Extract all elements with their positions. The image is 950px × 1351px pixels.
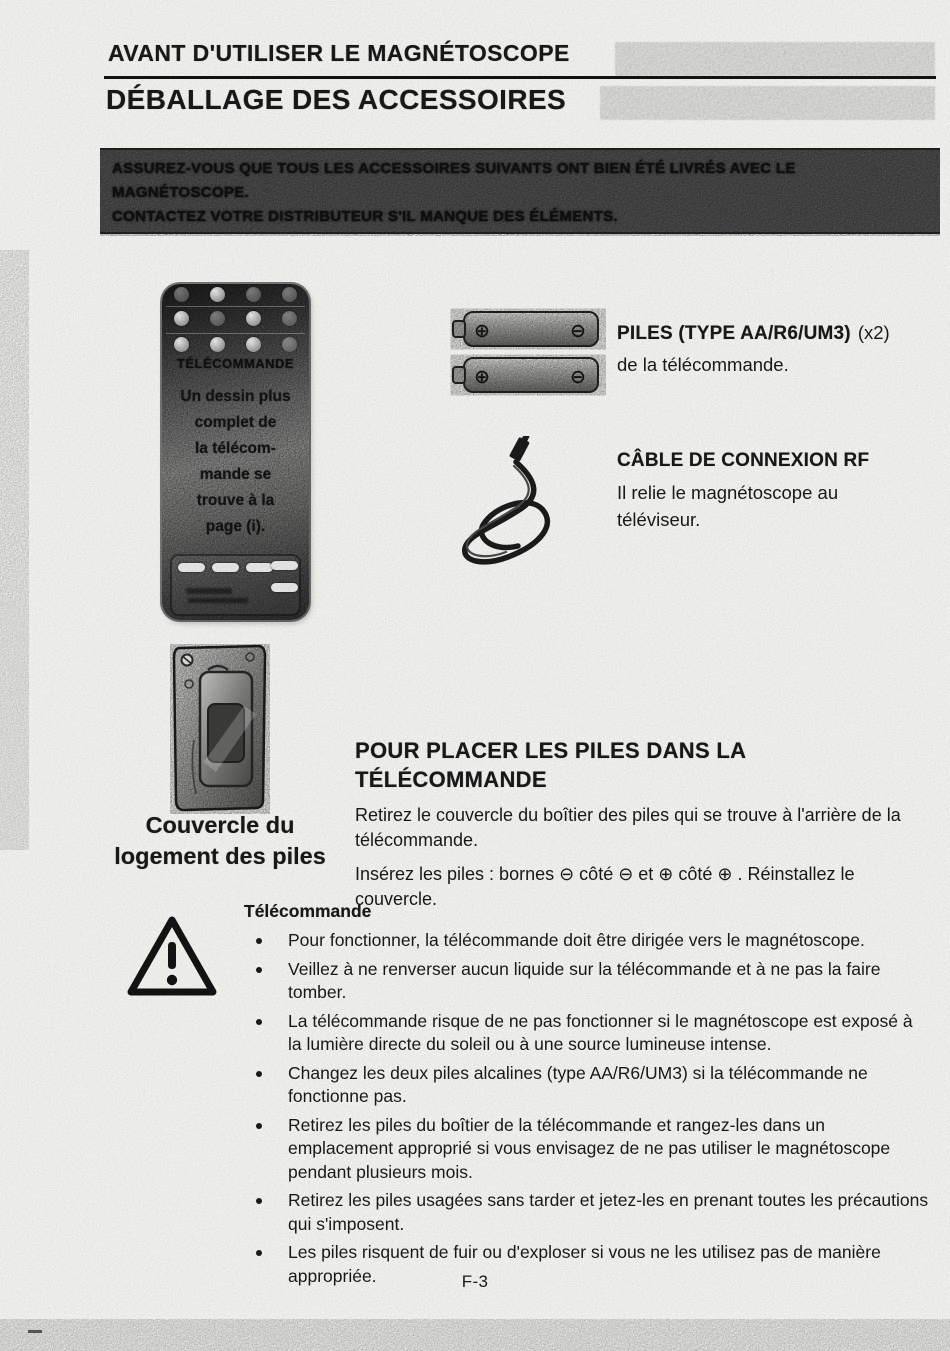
remote-key [246, 563, 273, 572]
banner-line: MAGNÉTOSCOPE. [112, 184, 249, 201]
remote-button-row [174, 337, 297, 352]
remote-print-smudge [186, 588, 232, 594]
install-paragraph: Retirez le couvercle du boîtier des piles qui se trouve à l'arrière de la télécommande. [355, 805, 901, 850]
warning-bullet-text: Changez les deux piles alcalines (type AA/R6/UM3) si la télécommande ne fonctionne pas. [288, 1062, 868, 1106]
remote-note-line: complet de [194, 414, 277, 431]
remote-keypad [170, 554, 301, 616]
caption-line: Couvercle du [145, 812, 295, 838]
remote-button [210, 287, 225, 302]
battery-cover-image [170, 644, 270, 814]
page-number: F-3 [461, 1272, 489, 1291]
batteries-count: (x2) [857, 322, 890, 343]
warning-heading: Télécommande [244, 901, 372, 921]
scan-smudge [615, 42, 935, 76]
bullet-dot [256, 1198, 262, 1204]
remote-note-line: Un dessin plus [180, 388, 291, 405]
section-title: DÉBALLAGE DES ACCESSOIRES [106, 84, 567, 115]
bullet-dot [256, 1019, 262, 1025]
page-title: AVANT D'UTILISER LE MAGNÉTOSCOPE [108, 40, 570, 66]
cable-title: CÂBLE DE CONNEXION RF [617, 450, 870, 471]
bullet-dot [256, 1250, 262, 1256]
banner-line: ASSUREZ-VOUS QUE TOUS LES ACCESSOIRES SUIVANTS ONT BIEN ÉTÉ LIVRÉS AVEC LE [112, 160, 796, 177]
battery-icon [453, 358, 598, 392]
cable-text [617, 450, 937, 532]
batteries-title: PILES (TYPE AA/R6/UM3) [617, 323, 851, 344]
install-paragraph: Insérez les piles : bornes ⊖ côté ⊖ et ⊕ côté ⊕ . Réinstallez le couvercle. [355, 864, 855, 909]
batteries-text [617, 322, 937, 377]
warning-bullet-text: Pour fonctionner, la télécommande doit être dirigée vers le magnétoscope. [288, 930, 865, 950]
warning-bullet [244, 958, 930, 1005]
remote-button [210, 311, 225, 326]
remote-button [282, 311, 297, 326]
caption-line: logement des piles [114, 843, 326, 869]
bullet-dot [256, 938, 262, 944]
remote-key [271, 583, 298, 592]
warning-bullet-text: Veillez à ne renverser aucun liquide sur la télécommande et à ne pas la faire tomber. [288, 958, 881, 1002]
remote-button [246, 287, 261, 302]
battery-plus-icon: ⊕ [474, 366, 490, 388]
remote-button [174, 337, 189, 352]
rf-cable-icon [452, 436, 587, 571]
batteries-desc: de la télécommande. [617, 354, 789, 375]
remote-note-line: la télécom- [195, 440, 276, 457]
warning-bullet [244, 1241, 930, 1288]
remote-key [212, 563, 239, 572]
warning-block [244, 901, 930, 1293]
warning-triangle-icon [124, 912, 220, 1004]
remote-button [282, 287, 297, 302]
warning-bullet [244, 1114, 930, 1185]
battery-cover-caption [80, 810, 360, 872]
remote-divider [166, 333, 305, 334]
scan-smudge [600, 86, 935, 120]
warning-bullet-text: Retirez les piles du boîtier de la télécommande et rangez-les dans un emplacement approprié si vous envisagez de ne pas utiliser le magnétoscope pendant plusieurs mois. [288, 1114, 891, 1182]
remote-button [246, 311, 261, 326]
remote-divider [166, 306, 305, 307]
battery-plus-icon: ⊕ [474, 320, 490, 342]
warning-bullet-text: Retirez les piles usagées sans tarder et jetez-les en prenant toutes les précautions qui s'imposent. [288, 1190, 929, 1234]
remote-note [168, 384, 303, 540]
remote-button-row [174, 287, 297, 302]
remote-note-line: mande se [199, 466, 272, 483]
warning-bullet [244, 1010, 930, 1057]
warning-list [244, 929, 930, 1288]
battery-minus-icon: ⊖ [570, 366, 586, 388]
bullet-dot [256, 1123, 262, 1129]
remote-key [178, 563, 205, 572]
notice-banner [100, 148, 940, 234]
install-heading-line: TÉLÉCOMMANDE [355, 767, 547, 792]
cable-desc-line: Il relie le magnétoscope au [617, 482, 839, 503]
install-heading-line: POUR PLACER LES PILES DANS LA [355, 738, 747, 763]
bullet-dot [256, 1071, 262, 1077]
battery-icon [453, 312, 598, 346]
scan-artifact [28, 1330, 42, 1333]
batteries-image [448, 308, 606, 404]
remote-button [174, 311, 189, 326]
remote-button [174, 287, 189, 302]
warning-bullet [244, 1062, 930, 1109]
remote-button-row [174, 311, 297, 326]
battery-minus-icon: ⊖ [570, 320, 586, 342]
remote-label: TÉLÉCOMMANDE [176, 356, 295, 371]
banner-line: CONTACTEZ VOTRE DISTRIBUTEUR S'IL MANQUE DES ÉLÉMENTS. [112, 208, 618, 225]
remote-button [246, 337, 261, 352]
remote-button [210, 337, 225, 352]
remote-key [271, 561, 298, 570]
remote-button [282, 337, 297, 352]
warning-bullet [244, 1189, 930, 1236]
remote-print-smudge [188, 598, 248, 603]
remote-control-image [162, 284, 309, 620]
warning-bullet [244, 929, 930, 953]
header-divider [104, 76, 936, 79]
remote-note-line: page (i). [205, 518, 266, 535]
install-section [355, 736, 933, 912]
remote-note-line: trouve à la [196, 492, 275, 509]
cable-desc-line: téléviseur. [617, 509, 701, 530]
bullet-dot [256, 967, 262, 973]
warning-bullet-text: Les piles risquent de fuir ou d'exploser si vous ne les utilisez pas de manière appropriée. [288, 1242, 881, 1286]
warning-bullet-text: La télécommande risque de ne pas fonctionner si le magnétoscope est exposé à la lumière directe du soleil ou à une source lumineuse intense. [288, 1010, 913, 1054]
